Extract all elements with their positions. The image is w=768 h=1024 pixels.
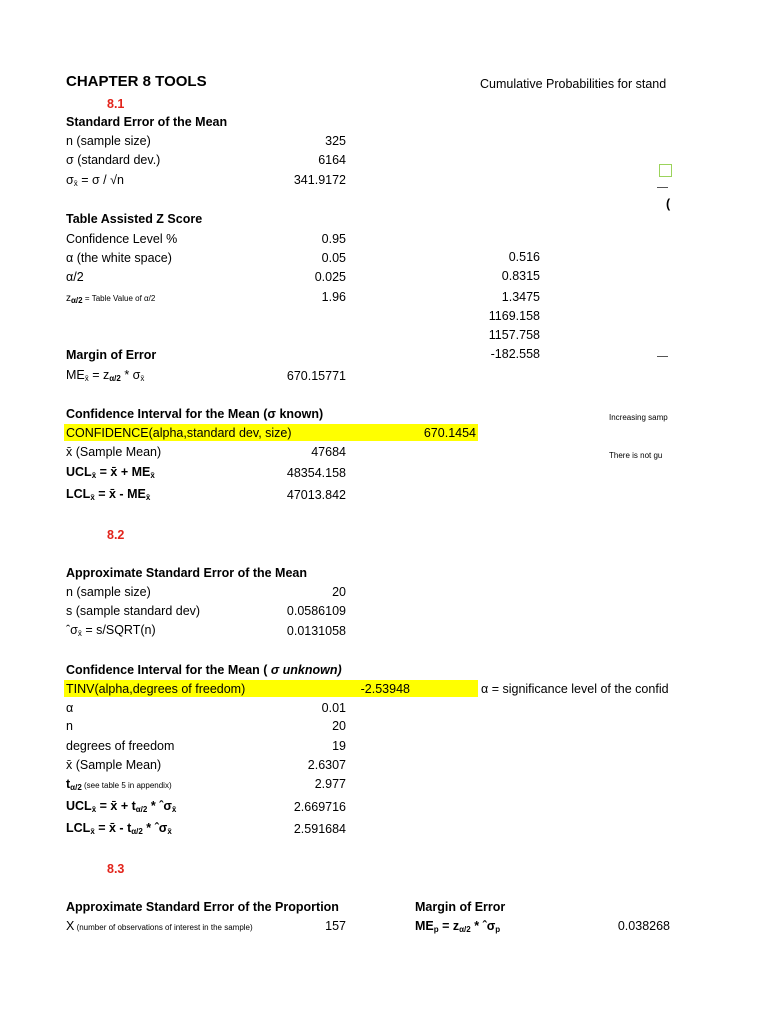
s-label: s (sample standard dev) [66,604,201,618]
n3-value[interactable]: 20 [332,719,346,733]
xbar2-label: x̄ (Sample Mean) [66,758,162,772]
tinv-value[interactable]: -2.53948 [360,682,410,696]
sx2-value[interactable]: 0.0131058 [286,624,346,638]
checkbox-icon[interactable] [659,164,672,177]
lcl-value[interactable]: 47013.842 [286,488,346,502]
sx-label: $\sigma_{x̄} = \sigma / √n$ [66,173,124,188]
df-value[interactable]: 19 [332,739,346,753]
note-1: Increasing samp [609,413,668,422]
se3-title: Approximate Standard Error of the Proportion [66,900,339,914]
ci-title: Confidence Interval for the Mean (σ known) [66,407,324,421]
cl-value[interactable]: 0.95 [321,232,346,246]
lcl-label: $LCL_{x̄}$ = x̄ - $ME_{x̄}$ [66,487,151,502]
xbar2-value[interactable]: 2.6307 [307,758,346,772]
sd-value[interactable]: 6164 [318,153,346,167]
alpha-value[interactable]: 0.05 [321,251,346,265]
side-value-5: 1157.758 [488,328,540,342]
alpha2-value[interactable]: 0.01 [321,701,346,715]
n-value[interactable]: 325 [325,134,346,148]
me3-value[interactable]: 0.038268 [617,919,670,933]
side-value-4: 1169.158 [488,309,540,323]
x-label: X (number of observations of interest in the sample) [66,919,253,933]
n2-value[interactable]: 20 [332,585,346,599]
z-title: Table Assisted Z Score [66,212,203,226]
t-value[interactable]: 2.977 [314,777,346,791]
section-number-8-3: 8.3 [107,862,125,876]
me-value[interactable]: 670.15771 [286,369,346,383]
ucl2-label: $UCL_{x̄}$ = x̄ + $t_{\alpha/2}$ * ˆσ$_{x̄}$ [66,799,177,814]
xbar-value[interactable]: 47684 [311,445,346,459]
side-value-6: -182.558 [490,347,540,361]
n3-label: n [66,719,73,733]
xbar-label: x̄ (Sample Mean) [66,445,162,459]
z-value[interactable]: 1.96 [321,290,346,304]
right-title: Cumulative Probabilities for stand [480,77,667,91]
side-value-1: 0.516 [508,250,540,264]
ucl-label: $UCL_{x̄}$ = x̄ + $ME_{x̄}$ [66,465,155,480]
sx-value[interactable]: 341.9172 [293,173,346,187]
cl-label: Confidence Level % [66,232,178,246]
z-label: zα/2 = Table Value of α/2 [66,293,156,305]
x-value[interactable]: 157 [325,919,346,933]
alpha2-label: α [66,701,74,715]
section-number-8-1: 8.1 [107,97,125,111]
n2-label: n (sample size) [66,585,151,599]
ucl-value[interactable]: 48354.158 [286,466,346,480]
lcl2-value[interactable]: 2.591684 [293,822,346,836]
me-label: $ME_{x̄} = z_{\alpha/2} * \sigma_{x̄}$ [66,368,145,383]
side-value-2: 0.8315 [501,269,540,283]
ci2-title: Confidence Interval for the Mean ( σ unknown) [66,663,342,677]
ucl2-value[interactable]: 2.669716 [293,800,346,814]
lcl2-label: $LCL_{x̄}$ = x̄ - $t_{\alpha/2}$ * ˆσ$_{x̄}$ [66,821,172,836]
page-title: CHAPTER 8 TOOLS [66,73,207,90]
divider [657,187,668,188]
tinv-label: TINV(alpha,degrees of freedom) [66,682,246,696]
section-number-8-2: 8.2 [107,528,125,542]
a2-label: α/2 [66,270,84,284]
se-title: Standard Error of the Mean [66,115,228,129]
n-label: n (sample size) [66,134,151,148]
clipped-glyph: ( [666,197,671,211]
me3-title: Margin of Error [415,900,506,914]
t-label: $t_{\alpha/2}$ (see table 5 in appendix) [66,777,172,792]
alpha-label: α (the white space) [66,251,172,265]
note-2: There is not gu [609,451,663,460]
alpha-note: α = significance level of the confid [481,682,669,696]
divider-2 [657,356,668,357]
sx2-label: ˆσ$_{x̄}$ = s/SQRT(n) [66,623,156,638]
me3-label: $ME_p = z_{\alpha/2}$ * ˆσ$_p$ [415,919,501,934]
a2-value[interactable]: 0.025 [314,270,346,284]
confidence-value[interactable]: 670.1454 [423,426,476,440]
df-label: degrees of freedom [66,739,175,753]
s-value[interactable]: 0.0586109 [286,604,346,618]
me-title: Margin of Error [66,348,157,362]
sd-label: σ (standard dev.) [66,153,161,167]
se2-title: Approximate Standard Error of the Mean [66,566,308,580]
side-value-3: 1.3475 [501,290,540,304]
confidence-label: CONFIDENCE(alpha,standard dev, size) [66,426,292,440]
